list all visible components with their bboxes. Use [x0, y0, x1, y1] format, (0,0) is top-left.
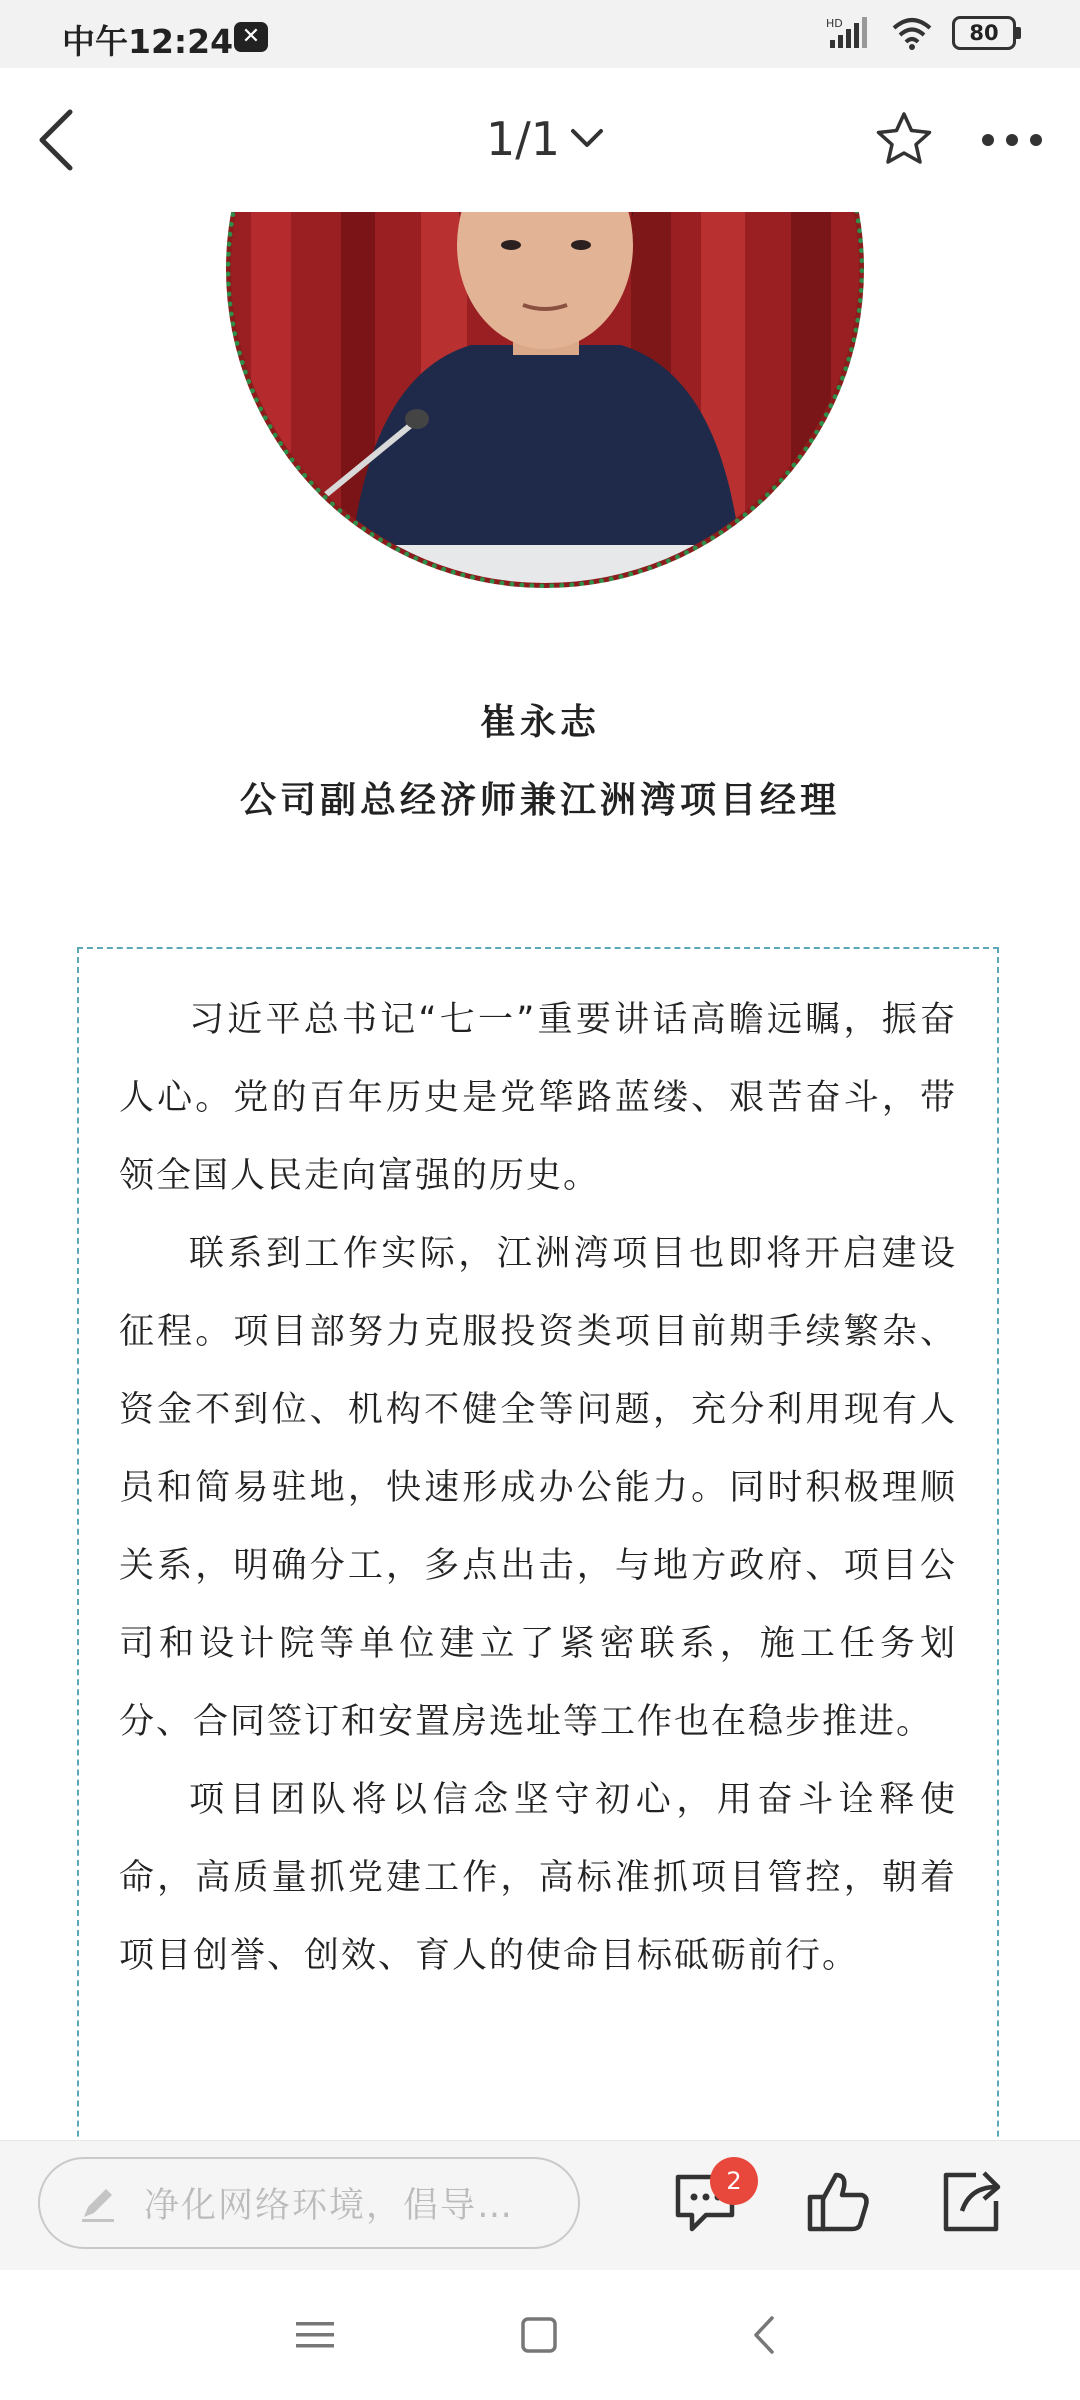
article-content	[0, 212, 1080, 2140]
more-icon[interactable]	[976, 108, 1048, 172]
menu-icon[interactable]	[290, 2310, 340, 2360]
status-time: 中午12:24	[62, 22, 234, 61]
author-photo-illustration	[231, 212, 859, 583]
comment-input[interactable]	[38, 2157, 580, 2249]
pencil-icon	[78, 2183, 118, 2223]
wifi-icon	[890, 16, 934, 50]
article-paragraph: 习近平总书记“七一”重要讲话高瞻远瞩，振奋人心。党的百年历史是党筚路蓝缕、艰苦奋斗，带领全国人民走向富强的历史。	[119, 1000, 957, 1196]
share-icon[interactable]	[936, 2167, 1006, 2237]
network-label: HD	[826, 17, 843, 30]
comment-placeholder: 净化网络环境，倡导…	[144, 2186, 515, 2226]
back-icon[interactable]	[740, 2310, 790, 2360]
bottom-action-bar	[0, 2140, 1080, 2271]
star-icon[interactable]	[872, 108, 936, 172]
top-nav-bar	[0, 68, 1080, 214]
comment-count-badge: 2	[710, 2157, 758, 2205]
back-arrow-icon[interactable]	[28, 104, 88, 176]
capcut-icon: ✕	[234, 22, 268, 52]
battery-indicator: 80	[952, 16, 1016, 50]
thumbs-up-icon[interactable]	[804, 2167, 874, 2237]
signal-icon	[826, 16, 872, 50]
article-text-box	[77, 947, 999, 2140]
status-bar	[0, 0, 1080, 68]
page-indicator-label: 1/1	[486, 112, 561, 166]
page-indicator[interactable]	[486, 112, 604, 166]
author-title: 公司副总经济师兼江洲湾项目经理	[239, 780, 840, 821]
article-paragraph: 联系到工作实际，江洲湾项目也即将开启建设征程。项目部努力克服投资类项目前期手续繁杂、资金不到位、机构不健全等问题，充分利用现有人员和简易驻地，快速形成办公能力。同时积极理顺关系，明确分工，多点出击，与地方政府、项目公司和设计院等单位建立了紧密联系，施工任务划分、合同签订和安置房选址等工作也在稳步推进。	[119, 1234, 957, 1742]
author-name: 崔永志	[479, 702, 600, 743]
article-paragraph: 项目团队将以信念坚守初心，用奋斗诠释使命，高质量抓党建工作，高标准抓项目管控，朝着项目创誉、创效、育人的使命目标砥砺前行。	[119, 1780, 957, 1976]
system-navigation-bar	[0, 2270, 1080, 2400]
status-indicators	[826, 16, 1016, 50]
home-icon[interactable]	[514, 2310, 564, 2360]
chevron-down-icon	[570, 127, 604, 151]
author-photo	[226, 212, 864, 588]
